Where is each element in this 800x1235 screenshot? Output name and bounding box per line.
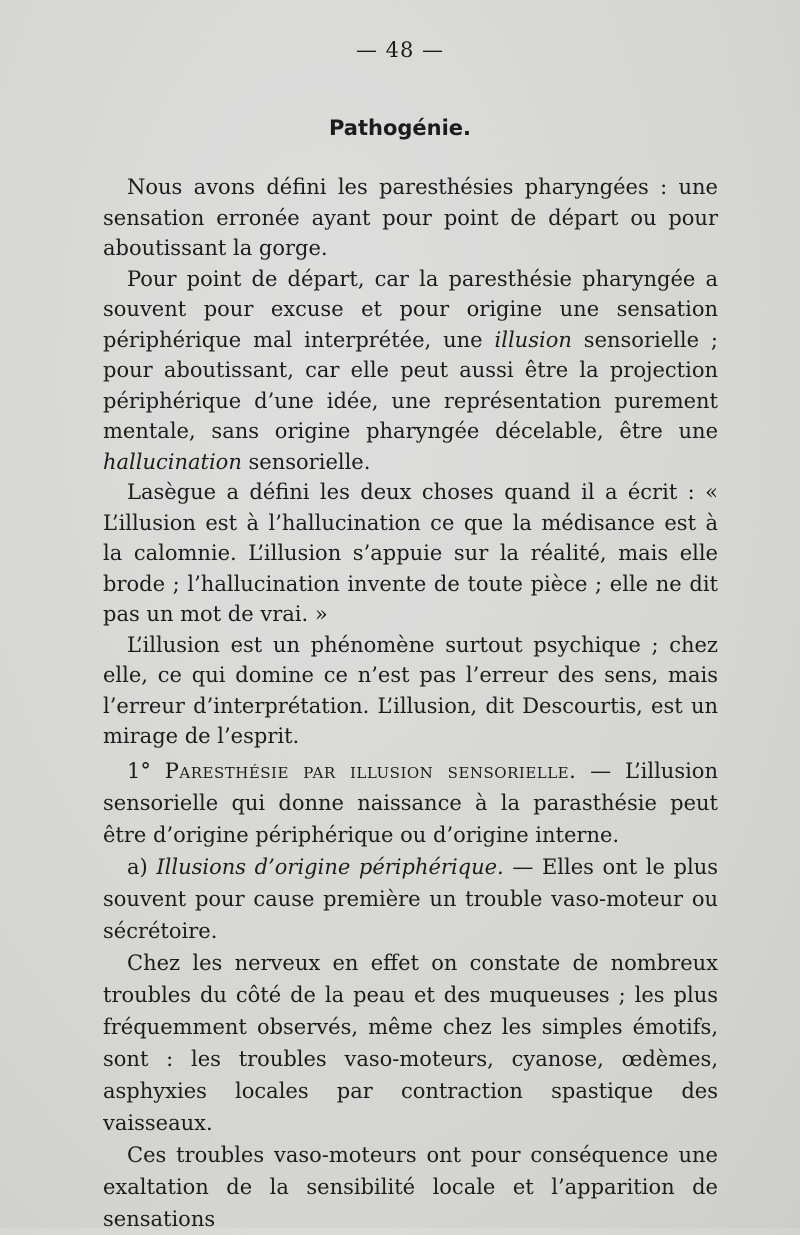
paragraph-nerveux: Chez les nerveux en effet on constate de nombreux troubles du côté de la peau et des muqueuses ; les plus fréquemment observés, même chez les simples émotifs, sont : les troubles vaso-moteurs, cyanose, œdèmes, asphyxies locales par contraction spastique des vaisseaux.: [103, 951, 718, 1135]
paragraph-origin-part-c: sensorielle ; pour aboutissant, car elle peut aussi être la projection périphérique d’une idée, une représentation purement mentale, sans origine pharyngée décelable, être une: [103, 327, 718, 443]
point-a-text: — Elles ont le plus souvent pour cause première un trouble vaso-moteur ou sécrétoire.: [103, 855, 718, 943]
point-a-heading: Illusions d’origine périphérique.: [156, 855, 504, 879]
point-a-label: a): [127, 855, 148, 879]
paragraph-lasegue: Lasègue a défini les deux choses quand il a écrit : « L’illusion est à l’hallucination ce que la médisance est à la calomnie. L’illusion s’appuie sur la réalité, mais elle brode ; l’hallucination invente de toute pièce ; elle ne dit pas un mot de vrai. »: [103, 480, 718, 626]
paragraph-consequences: Ces troubles vaso-moteurs ont pour conséquence une exaltation de la sensibilité locale et l’apparition de sensations: [103, 1143, 718, 1231]
paragraph-illusion: L’illusion est un phénomène surtout psychique ; chez elle, ce qui domine ce n’est pas l’erreur des sens, mais l’erreur d’interprétation. L’illusion, dit Descourtis, est un mirage de l’esprit.: [103, 632, 718, 748]
subsection-heading: Paresthésie par illusion sensorielle.: [164, 759, 577, 783]
term-hallucination: hallucination: [103, 449, 242, 474]
subsection-text: — L’illusion sensorielle qui donne naissance à la parasthésie peut être d’origine périphérique ou d’origine interne.: [103, 759, 718, 847]
page-number: — 48 —: [355, 38, 445, 62]
paragraph-origin: [103, 264, 718, 478]
subsection-number: 1°: [127, 759, 151, 783]
paragraph-origin-part-a: Pour point de départ, car la paresthésie pharyngée a souvent pour excuse et pour origine une sensation périphérique mal interprétée, une: [103, 266, 718, 352]
subsection-1: [103, 755, 718, 851]
paragraph-definition: Nous avons défini les paresthésies pharyngées : une sensation erronée ayant pour point de départ ou pour aboutissant la gorge.: [103, 175, 718, 260]
section-title: Pathogénie.: [328, 116, 472, 140]
paragraph-origin-part-e: sensorielle.: [241, 449, 371, 474]
text-block-upper: [103, 172, 718, 752]
point-a: [103, 851, 718, 947]
term-illusion: illusion: [494, 327, 572, 352]
text-block-lower: [103, 755, 718, 1235]
